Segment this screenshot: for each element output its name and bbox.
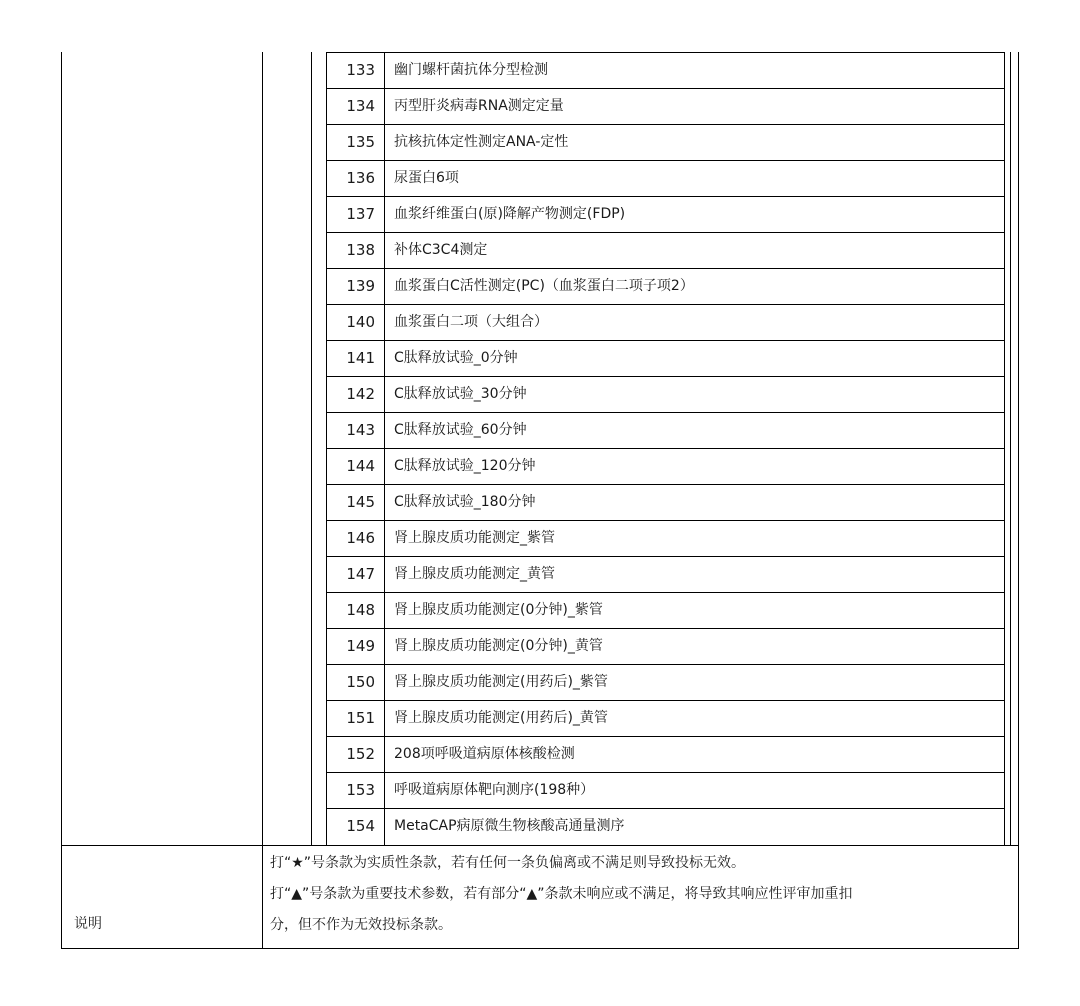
- item-name: 肾上腺皮质功能测定(用药后)_紫管: [394, 674, 608, 690]
- item-name: 呼吸道病原体靶向测序(198种）: [394, 782, 595, 798]
- item-name: C肽释放试验_0分钟: [394, 350, 518, 366]
- item-name: 肾上腺皮质功能测定(用药后)_黄管: [394, 710, 608, 726]
- item-name: C肽释放试验_180分钟: [394, 494, 536, 510]
- item-number: 134: [346, 97, 375, 115]
- item-number: 146: [346, 529, 375, 547]
- item-name: 血浆蛋白二项（大组合）: [394, 314, 548, 330]
- item-number: 148: [346, 601, 375, 619]
- item-number: 133: [346, 61, 375, 79]
- item-number: 150: [346, 673, 375, 691]
- note-line-2: 打“▲”号条款为重要技术参数，若有部分“▲”条款未响应或不满足，将导致其响应性评审加重扣: [270, 886, 853, 902]
- table-bottom-border: [61, 948, 1019, 949]
- item-name: 208项呼吸道病原体核酸检测: [394, 746, 575, 762]
- item-number: 135: [346, 133, 375, 151]
- item-number: 154: [346, 817, 375, 835]
- note-line-3: 分，但不作为无效投标条款。: [270, 917, 452, 933]
- item-number: 138: [346, 241, 375, 259]
- item-name: MetaCAP病原微生物核酸高通量测序: [394, 818, 625, 834]
- outer-left-border: [61, 52, 62, 949]
- item-number: 143: [346, 421, 375, 439]
- label-column-border: [262, 52, 263, 949]
- item-name: 血浆蛋白C活性测定(PC)（血浆蛋白二项子项2）: [394, 278, 694, 294]
- item-number: 149: [346, 637, 375, 655]
- notes-label: 说明: [74, 916, 102, 932]
- item-name: 肾上腺皮质功能测定_黄管: [394, 566, 555, 582]
- item-name: 肾上腺皮质功能测定_紫管: [394, 530, 555, 546]
- item-number: 151: [346, 709, 375, 727]
- inner-left-outer-border: [311, 52, 312, 845]
- item-name: 幽门螺杆菌抗体分型检测: [394, 62, 548, 78]
- inner-right-outer-border: [1010, 52, 1011, 845]
- item-number: 142: [346, 385, 375, 403]
- note-line-1: 打“★”号条款为实质性条款，若有任何一条负偏离或不满足则导致投标无效。: [270, 855, 746, 871]
- item-name: C肽释放试验_120分钟: [394, 458, 536, 474]
- item-number: 145: [346, 493, 375, 511]
- outer-right-border: [1018, 52, 1019, 949]
- item-name: 补体C3C4测定: [394, 242, 488, 258]
- item-number: 137: [346, 205, 375, 223]
- item-number: 144: [346, 457, 375, 475]
- item-name: 抗核抗体定性测定ANA-定性: [394, 134, 569, 150]
- item-number: 140: [346, 313, 375, 331]
- item-name: 肾上腺皮质功能测定(0分钟)_黄管: [394, 638, 603, 654]
- item-number: 153: [346, 781, 375, 799]
- item-name: 肾上腺皮质功能测定(0分钟)_紫管: [394, 602, 603, 618]
- item-number: 136: [346, 169, 375, 187]
- item-number: 147: [346, 565, 375, 583]
- item-number: 152: [346, 745, 375, 763]
- item-name: 血浆纤维蛋白(原)降解产物测定(FDP): [394, 206, 626, 222]
- item-name: C肽释放试验_60分钟: [394, 422, 527, 438]
- item-number: 139: [346, 277, 375, 295]
- item-name: 丙型肝炎病毒RNA测定定量: [394, 98, 564, 114]
- item-name: 尿蛋白6项: [394, 170, 459, 186]
- notes-top-border: [61, 845, 1019, 846]
- item-number: 141: [346, 349, 375, 367]
- item-name: C肽释放试验_30分钟: [394, 386, 527, 402]
